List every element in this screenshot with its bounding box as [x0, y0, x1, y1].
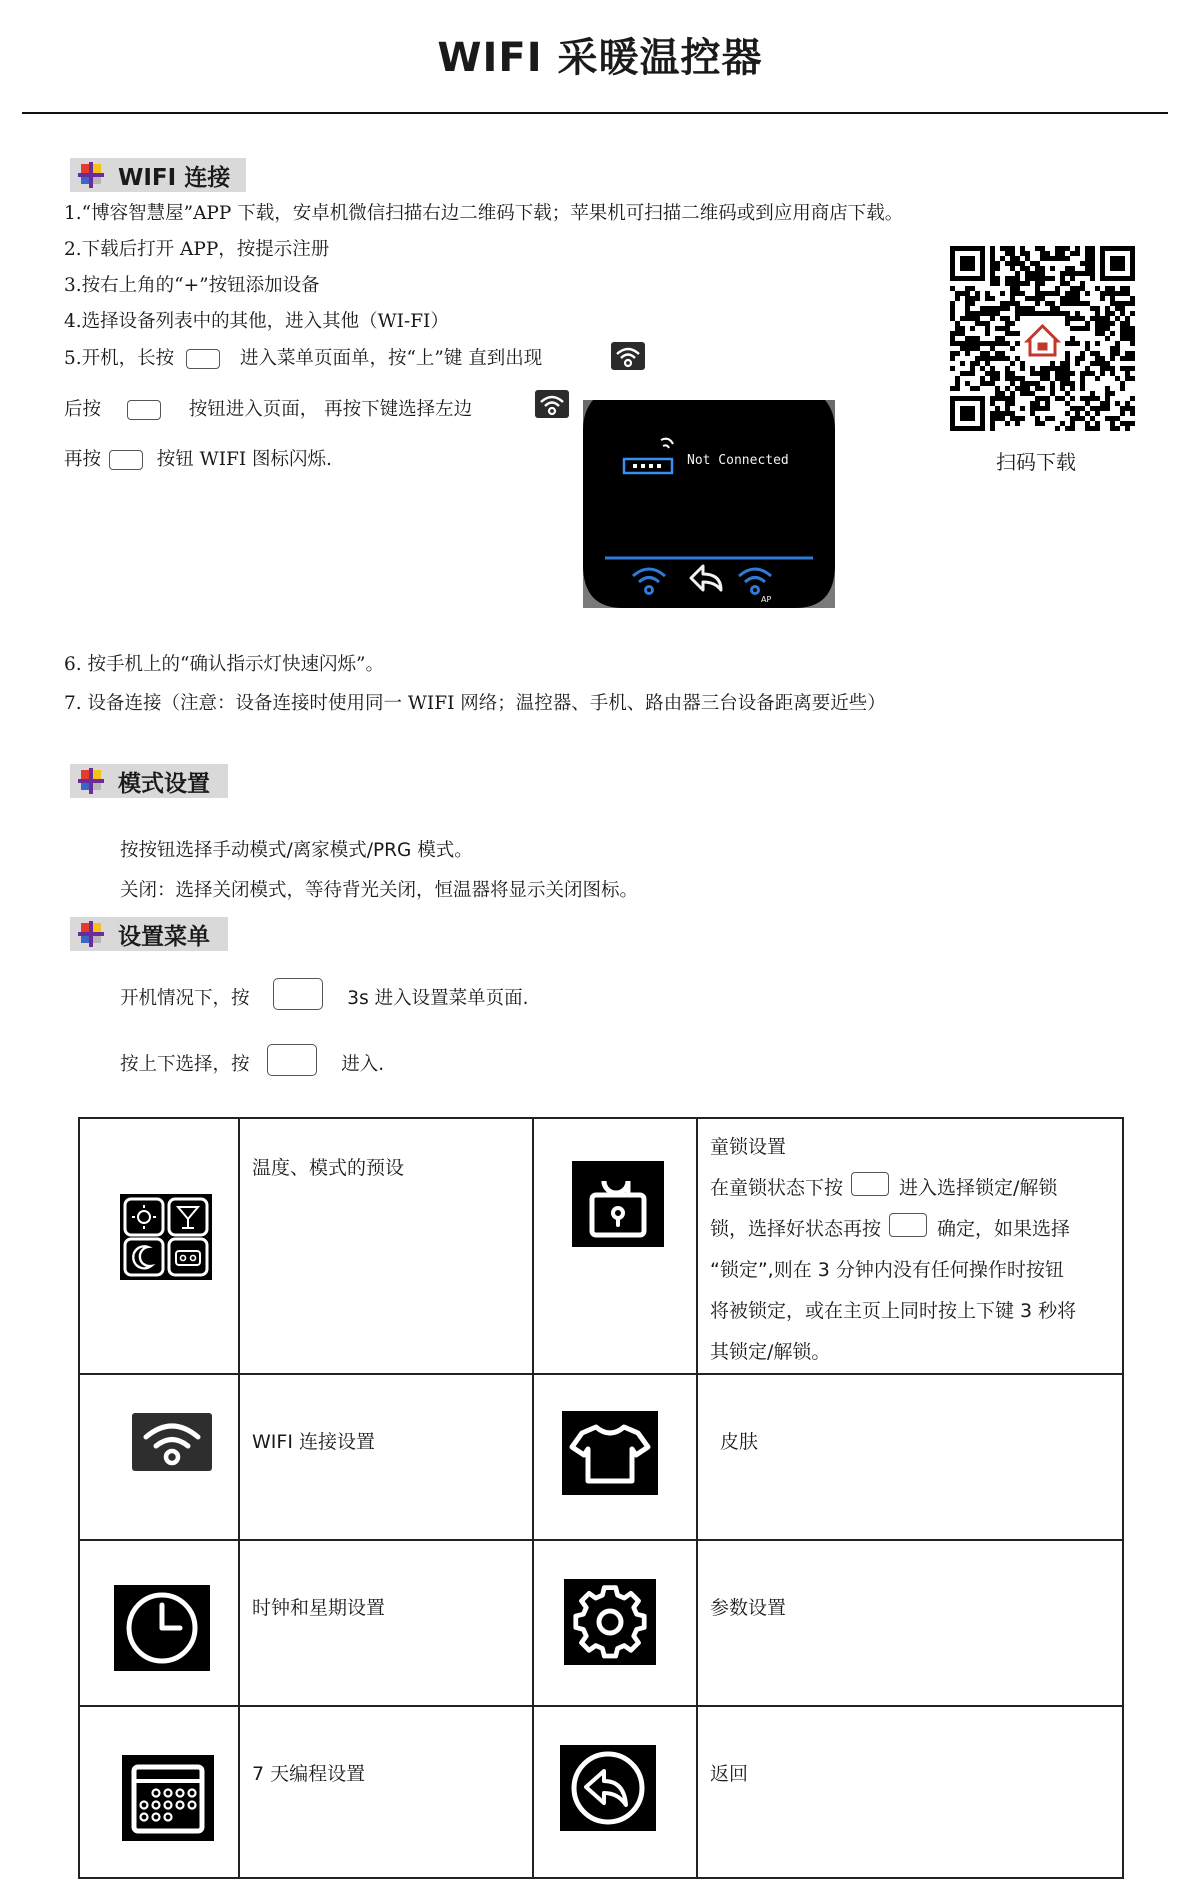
- gear-icon: [564, 1579, 656, 1669]
- table-cell-icon: [79, 1540, 239, 1706]
- title-rule: [22, 112, 1168, 114]
- tshirt-icon: [562, 1411, 658, 1499]
- menu-line1-text-b: 3s 进入设置菜单页面.: [347, 988, 529, 1009]
- screen-ap-label: AP: [761, 595, 772, 604]
- childlock-line2-a: 锁，选择好状态再按: [710, 1218, 882, 1240]
- table-cell-icon: [533, 1706, 697, 1878]
- program-label: 7 天编程设置: [252, 1763, 366, 1785]
- key-button-icon: [109, 450, 143, 470]
- params-label: 参数设置: [710, 1597, 787, 1619]
- key-button-icon: [127, 400, 161, 420]
- step-5-line3-text-b: 按钮 WIFI 图标闪烁.: [156, 449, 332, 470]
- menu-line2-text-a: 按上下选择，按: [120, 1054, 250, 1075]
- table-cell-text: [697, 1540, 1123, 1706]
- section-heading-wifi: [70, 158, 246, 192]
- table-cell-text: [239, 1374, 533, 1540]
- step-5-line2-text-a: 后按: [64, 399, 102, 420]
- preset-label: 温度、模式的预设: [252, 1157, 405, 1179]
- childlock-text: [698, 1119, 1122, 1373]
- page-title: WIFI 采暖温控器: [437, 35, 763, 81]
- table-cell-icon: [533, 1118, 697, 1374]
- key-button-icon: [889, 1213, 927, 1237]
- menu-line1-text-a: 开机情况下，按: [120, 988, 250, 1009]
- mode-line-2: 关闭：选择关闭模式，等待背光关闭，恒温器将显示关闭图标。: [120, 880, 639, 901]
- qr-code[interactable]: [950, 246, 1135, 431]
- step-7: 7. 设备连接（注意：设备连接时使用同一 WIFI 网络；温控器、手机、路由器三台设备距离要近些）: [64, 693, 886, 714]
- childlock-line2-b: 确定，如果选择: [937, 1218, 1071, 1240]
- step-6: 6. 按手机上的“确认指示灯快速闪烁”。: [64, 654, 384, 675]
- menu-line-1: [120, 978, 528, 1010]
- step-4: 4.选择设备列表中的其他，进入其他（WI-FI）: [64, 311, 449, 332]
- clock-icon: [114, 1585, 210, 1675]
- table-cell-icon: [533, 1374, 697, 1540]
- device-screen: [583, 400, 835, 608]
- wifi-icon: [132, 1413, 212, 1475]
- section-heading-menu: [70, 917, 228, 951]
- table-cell-icon: [79, 1374, 239, 1540]
- flag-icon: [78, 768, 104, 794]
- childlock-line-1: [710, 1168, 1110, 1209]
- childlock-line1-a: 在童锁状态下按: [710, 1177, 844, 1199]
- step-5-text-a: 5.开机，长按: [64, 348, 175, 369]
- table-cell-text: [697, 1118, 1123, 1374]
- section-heading-mode: [70, 764, 228, 798]
- table-row: [79, 1706, 1123, 1878]
- step-5-line2-text-b: 按钮进入页面， 再按下键选择左边: [188, 399, 473, 420]
- key-button-icon: [851, 1172, 889, 1196]
- unlock-icon: [572, 1161, 664, 1251]
- step-5-line3-text-a: 再按: [64, 449, 102, 470]
- step-5-text-b: 进入菜单页面单，按“上”键 直到出现: [239, 348, 543, 369]
- key-button-icon: [267, 1044, 317, 1076]
- table-cell-text: [697, 1706, 1123, 1878]
- menu-line2-text-b: 进入.: [341, 1054, 385, 1075]
- childlock-line-4: 将被锁定，或在主页上同时按上下键 3 秒将: [710, 1300, 1077, 1322]
- step-5-line-3: [64, 445, 332, 471]
- flag-icon: [78, 921, 104, 947]
- childlock-line-3: “锁定”,则在 3 分钟内没有任何操作时按钮: [710, 1259, 1064, 1281]
- qr-caption: 扫码下载: [996, 450, 1076, 474]
- mode-line-1: 按按钮选择手动模式/离家模式/PRG 模式。: [120, 840, 473, 861]
- childlock-line-2: [710, 1209, 1110, 1250]
- table-cell-text: [697, 1374, 1123, 1540]
- section-title: 模式设置: [118, 770, 210, 797]
- flag-icon: [78, 162, 104, 188]
- back-label: 返回: [710, 1763, 749, 1785]
- settings-table: [78, 1117, 1124, 1879]
- key-button-icon: [186, 349, 220, 369]
- step-3: 3.按右上角的“+”按钮添加设备: [64, 275, 320, 296]
- table-cell-text: [239, 1706, 533, 1878]
- menu-line-2: [120, 1044, 384, 1076]
- table-row: [79, 1540, 1123, 1706]
- section-title: WIFI 连接: [118, 164, 231, 191]
- step-1: 1.“博容智慧屋”APP 下载，安卓机微信扫描右边二维码下载；苹果机可扫描二维码或到应用商店下载。: [64, 203, 904, 224]
- step-2: 2.下载后打开 APP，按提示注册: [64, 239, 330, 260]
- calendar-icon: [122, 1755, 214, 1845]
- table-cell-icon: [79, 1706, 239, 1878]
- key-button-icon: [273, 978, 323, 1010]
- step-5: [64, 344, 542, 370]
- table-cell-icon: [79, 1118, 239, 1374]
- step-5-line-2: [64, 395, 472, 421]
- childlock-title: 童锁设置: [710, 1136, 787, 1158]
- wifi-icon: [611, 342, 645, 370]
- skin-label: 皮肤: [720, 1431, 759, 1453]
- mode-grid-icon: [120, 1194, 212, 1284]
- wifi-icon: [535, 390, 569, 418]
- childlock-line1-b: 进入选择锁定/解锁: [899, 1177, 1058, 1199]
- clock-label: 时钟和星期设置: [252, 1597, 386, 1619]
- table-cell-text: [239, 1540, 533, 1706]
- table-row: [79, 1118, 1123, 1374]
- wifi-setting-label: WIFI 连接设置: [252, 1431, 375, 1453]
- childlock-line-5: 其锁定/解锁。: [710, 1341, 831, 1363]
- screen-status-text: Not Connected: [687, 453, 789, 468]
- table-cell-icon: [533, 1540, 697, 1706]
- table-cell-text: [239, 1118, 533, 1374]
- section-title: 设置菜单: [118, 923, 210, 950]
- back-icon: [560, 1745, 656, 1835]
- table-row: [79, 1374, 1123, 1540]
